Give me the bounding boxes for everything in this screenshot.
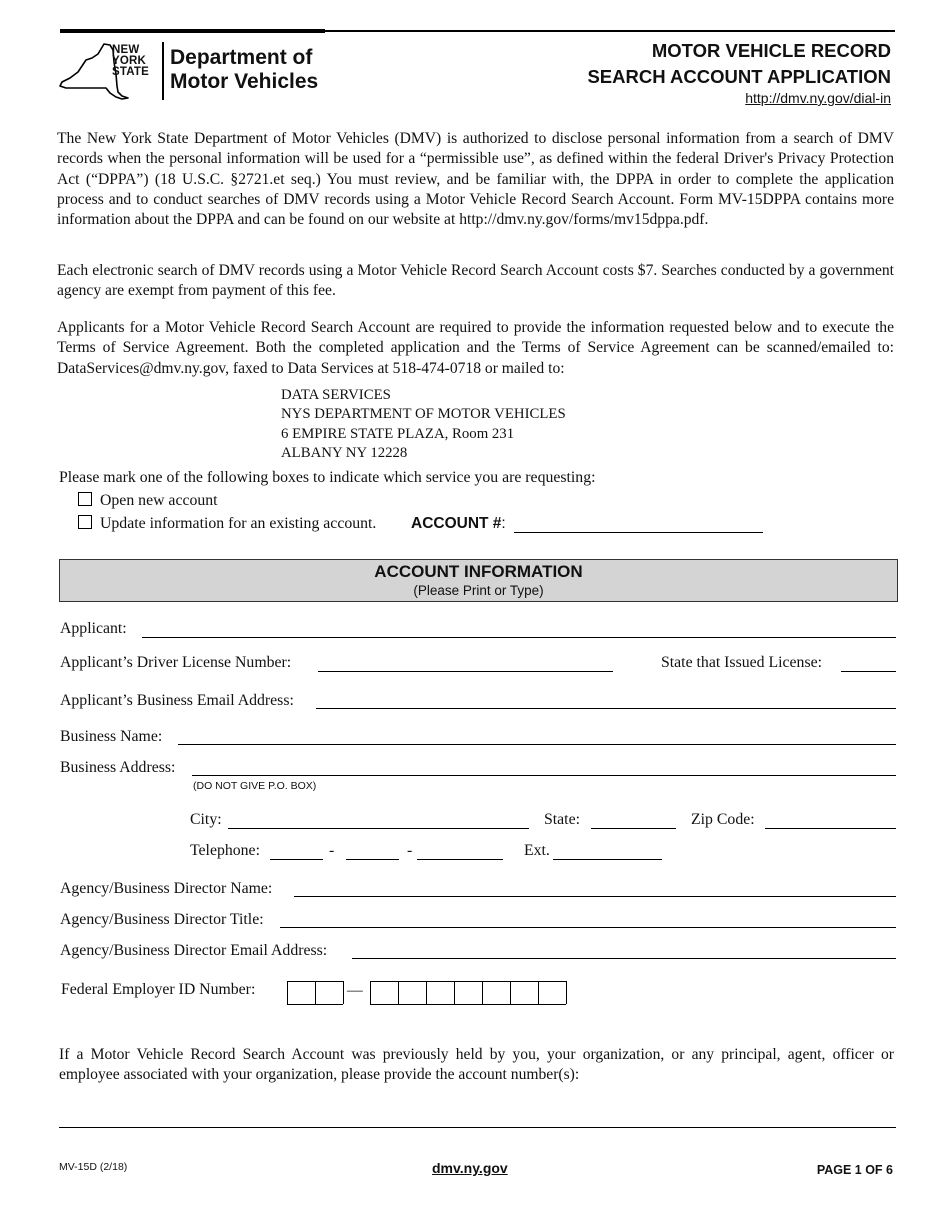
open-new-account-checkbox[interactable]	[78, 492, 92, 506]
intro-paragraph-1-text: The New York State Department of Motor Vehicles (DMV) is authorized to disclose personal information from a search of DMV records when the personal information will be used for a “permissible use”, as defined within the federal Driver's Privacy Protection Act (“DPPA”) (18 U.S.C. §2721.et seq.) You must review, and be familiar with, the DPPA in order to complete the application process and to conduct searches of DMV records using a Motor Vehicle Record Search Account. Form MV-15DPPA contains more information about the DPPA and can be found on our website at	[57, 130, 894, 229]
account-number-label-text: ACCOUNT #	[411, 515, 502, 532]
address-line-4: ALBANY NY 12228	[281, 444, 408, 461]
intro-paragraph-3	[57, 318, 894, 379]
director-title-input[interactable]	[280, 927, 896, 928]
form-title-line-2: SEARCH ACCOUNT APPLICATION	[587, 66, 891, 87]
intro-paragraph-3-text: Applicants for a Motor Vehicle Record Search Account are required to provide the information requested below and to execute the Terms of Service Agreement. Both the completed application and the Terms of Service Agreement can be scanned/emailed to:	[57, 319, 894, 357]
business-address-label: Business Address:	[60, 759, 176, 776]
applicant-input[interactable]	[142, 637, 896, 638]
fein-box-divider	[454, 981, 455, 1004]
fein-box-divider	[343, 981, 344, 1004]
license-number-label: Applicant’s Driver License Number:	[60, 654, 292, 671]
logo-word-york: YORK	[112, 55, 147, 67]
update-account-label: Update information for an existing account.	[100, 515, 377, 532]
intro-paragraph-2: Each electronic search of DMV records using a Motor Vehicle Record Search Account costs $7. Searches conducted by a government agency are exempt from payment of this fee.	[57, 262, 894, 300]
director-email-label: Agency/Business Director Email Address:	[60, 942, 328, 959]
address-line-2: NYS DEPARTMENT OF MOTOR VEHICLES	[281, 406, 566, 423]
telephone-line-input[interactable]	[417, 859, 503, 860]
zip-code-input[interactable]	[765, 828, 896, 829]
fein-box-divider	[426, 981, 427, 1004]
telephone-dash-1: -	[329, 842, 335, 859]
option-update-account[interactable]	[78, 515, 376, 533]
intro-paragraph-1: The New York State Department of Motor Vehicles (DMV) is authorized to disclose personal information from a search of DMV records when the personal information will be used for a “permissible use”, as defined within the federal Driver's Privacy Protection Act (“DPPA”) (18 U.S.C. §2721.et seq.) You must review, and be familiar with, the DPPA in order to complete the application process and to conduct searches of DMV records using a Motor Vehicle Record Search Account. Form MV-15DPPA contains more information about the DPPA and can be found on our website at http://dmv.ny.gov/forms/mv15dppa.pdf.	[57, 130, 894, 229]
logo-divider	[162, 42, 164, 100]
update-account-checkbox[interactable]	[78, 515, 92, 529]
zip-code-label: Zip Code:	[691, 811, 755, 828]
business-email-label: Applicant’s Business Email Address:	[60, 692, 294, 709]
account-number-input[interactable]	[514, 532, 763, 533]
license-number-input[interactable]	[318, 671, 613, 672]
previous-account-prompt: If a Motor Vehicle Record Search Account was previously held by you, your organization, or any principal, agent, officer or employee associated with your organization, please provide the account number(s):	[59, 1046, 894, 1084]
telephone-label: Telephone:	[190, 842, 260, 859]
section-title: ACCOUNT INFORMATION	[374, 562, 583, 581]
business-address-input[interactable]	[192, 775, 896, 776]
fein-label: Federal Employer ID Number:	[61, 981, 256, 998]
option-open-new-account[interactable]	[78, 492, 218, 510]
department-name	[170, 46, 318, 94]
applicant-label: Applicant:	[60, 620, 127, 637]
telephone-dash-2: -	[407, 842, 413, 859]
mailing-address	[281, 386, 566, 463]
address-line-3: 6 EMPIRE STATE PLAZA, Room 231	[281, 425, 515, 442]
previous-account-input[interactable]	[59, 1127, 896, 1128]
dial-in-link[interactable]: http://dmv.ny.gov/dial-in	[745, 90, 891, 106]
fein-box-divider	[510, 981, 511, 1004]
fein-box-divider	[398, 981, 399, 1004]
intro-paragraph-3-fax-text: , faxed to Data Services at 518-474-0718 or mailed to:	[225, 359, 565, 377]
fein-box-divider	[566, 981, 567, 1004]
header-rule-thick	[60, 29, 325, 33]
header-rule-thin	[325, 30, 895, 32]
director-title-label: Agency/Business Director Title:	[60, 911, 264, 928]
extension-label: Ext.	[524, 842, 550, 859]
form-title-line-1: MOTOR VEHICLE RECORD	[651, 40, 891, 61]
form-title	[587, 38, 891, 90]
fein-box-divider	[287, 981, 288, 1004]
state-input[interactable]	[591, 828, 676, 829]
telephone-prefix-input[interactable]	[346, 859, 399, 860]
director-name-label: Agency/Business Director Name:	[60, 880, 273, 897]
fein-box-divider	[538, 981, 539, 1004]
po-box-note: (DO NOT GIVE P.O. BOX)	[193, 780, 317, 792]
service-prompt: Please mark one of the following boxes to indicate which service you are requesting:	[59, 469, 596, 486]
logo-word-state: STATE	[112, 66, 149, 78]
fein-separator: —	[347, 982, 363, 999]
director-name-input[interactable]	[294, 896, 896, 897]
department-line-1: Department of	[170, 46, 313, 69]
business-name-input[interactable]	[178, 744, 896, 745]
director-email-input[interactable]	[352, 958, 896, 959]
open-new-account-label: Open new account	[100, 492, 218, 509]
section-subtitle: (Please Print or Type)	[413, 583, 544, 598]
state-issued-label: State that Issued License:	[661, 654, 822, 671]
dppa-form-link[interactable]: http://dmv.ny.gov/forms/mv15dppa.pdf	[459, 211, 705, 229]
fein-box-divider	[370, 981, 371, 1004]
telephone-area-code-input[interactable]	[270, 859, 323, 860]
logo-state-words	[112, 45, 149, 78]
fein-box-divider	[315, 981, 316, 1004]
state-label: State:	[544, 811, 580, 828]
department-line-2: Motor Vehicles	[170, 70, 319, 93]
account-information-header	[59, 559, 898, 602]
state-issued-input[interactable]	[841, 671, 896, 672]
page-number: PAGE 1 OF 6	[816, 1163, 893, 1177]
city-label: City:	[190, 811, 222, 828]
business-name-label: Business Name:	[60, 728, 163, 745]
fein-box-divider	[482, 981, 483, 1004]
footer-site-link[interactable]: dmv.ny.gov	[432, 1160, 508, 1176]
business-email-input[interactable]	[316, 708, 896, 709]
logo-word-new: NEW	[112, 44, 140, 56]
extension-input[interactable]	[553, 859, 662, 860]
data-services-email-link[interactable]: DataServices@dmv.ny.gov	[57, 359, 226, 377]
fein-suffix-input[interactable]	[370, 981, 566, 1005]
city-input[interactable]	[228, 828, 529, 829]
address-line-1: DATA SERVICES	[281, 387, 391, 403]
account-number-label: ACCOUNT #:	[411, 515, 506, 532]
form-id: MV-15D (2/18)	[59, 1161, 128, 1173]
